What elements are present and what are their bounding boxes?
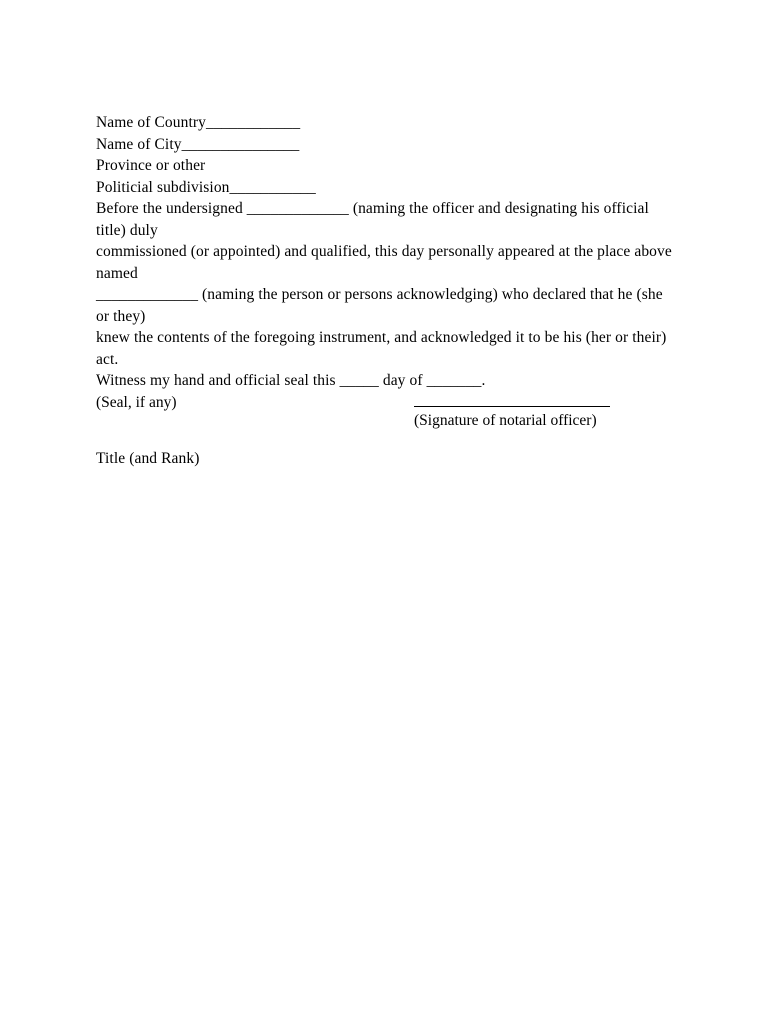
line-province-or-other: Province or other [96, 157, 206, 174]
line-knew-contents: knew the contents of the foregoing instrument, and acknowledged it to be his (her or their) act. [96, 329, 671, 368]
line-witness-hand-seal: Witness my hand and official seal this _____ day of _______. [96, 372, 486, 389]
line-title-and-rank: Title (and Rank) [96, 449, 200, 467]
line-political-subdivision: Politicial subdivision___________ [96, 178, 316, 196]
line-name-of-country: Name of Country____________ [96, 114, 301, 131]
signature-row [96, 392, 674, 429]
line-before-the-undersigned: Before the undersigned _____________ (naming the officer and designating his official title) duly [96, 200, 653, 239]
signature-caption: (Signature of notarial officer) [414, 411, 597, 429]
line-commissioned: commissioned (or appointed) and qualified, this day personally appeared at the place above named [96, 243, 676, 282]
line-seal-if-any: (Seal, if any) [96, 393, 177, 411]
line-naming-person: _____________ (naming the person or persons acknowledging) who declared that he (she or they) [96, 286, 667, 325]
line-name-of-city: Name of City_______________ [96, 135, 300, 153]
signature-line [414, 406, 610, 407]
document-body [96, 112, 674, 469]
